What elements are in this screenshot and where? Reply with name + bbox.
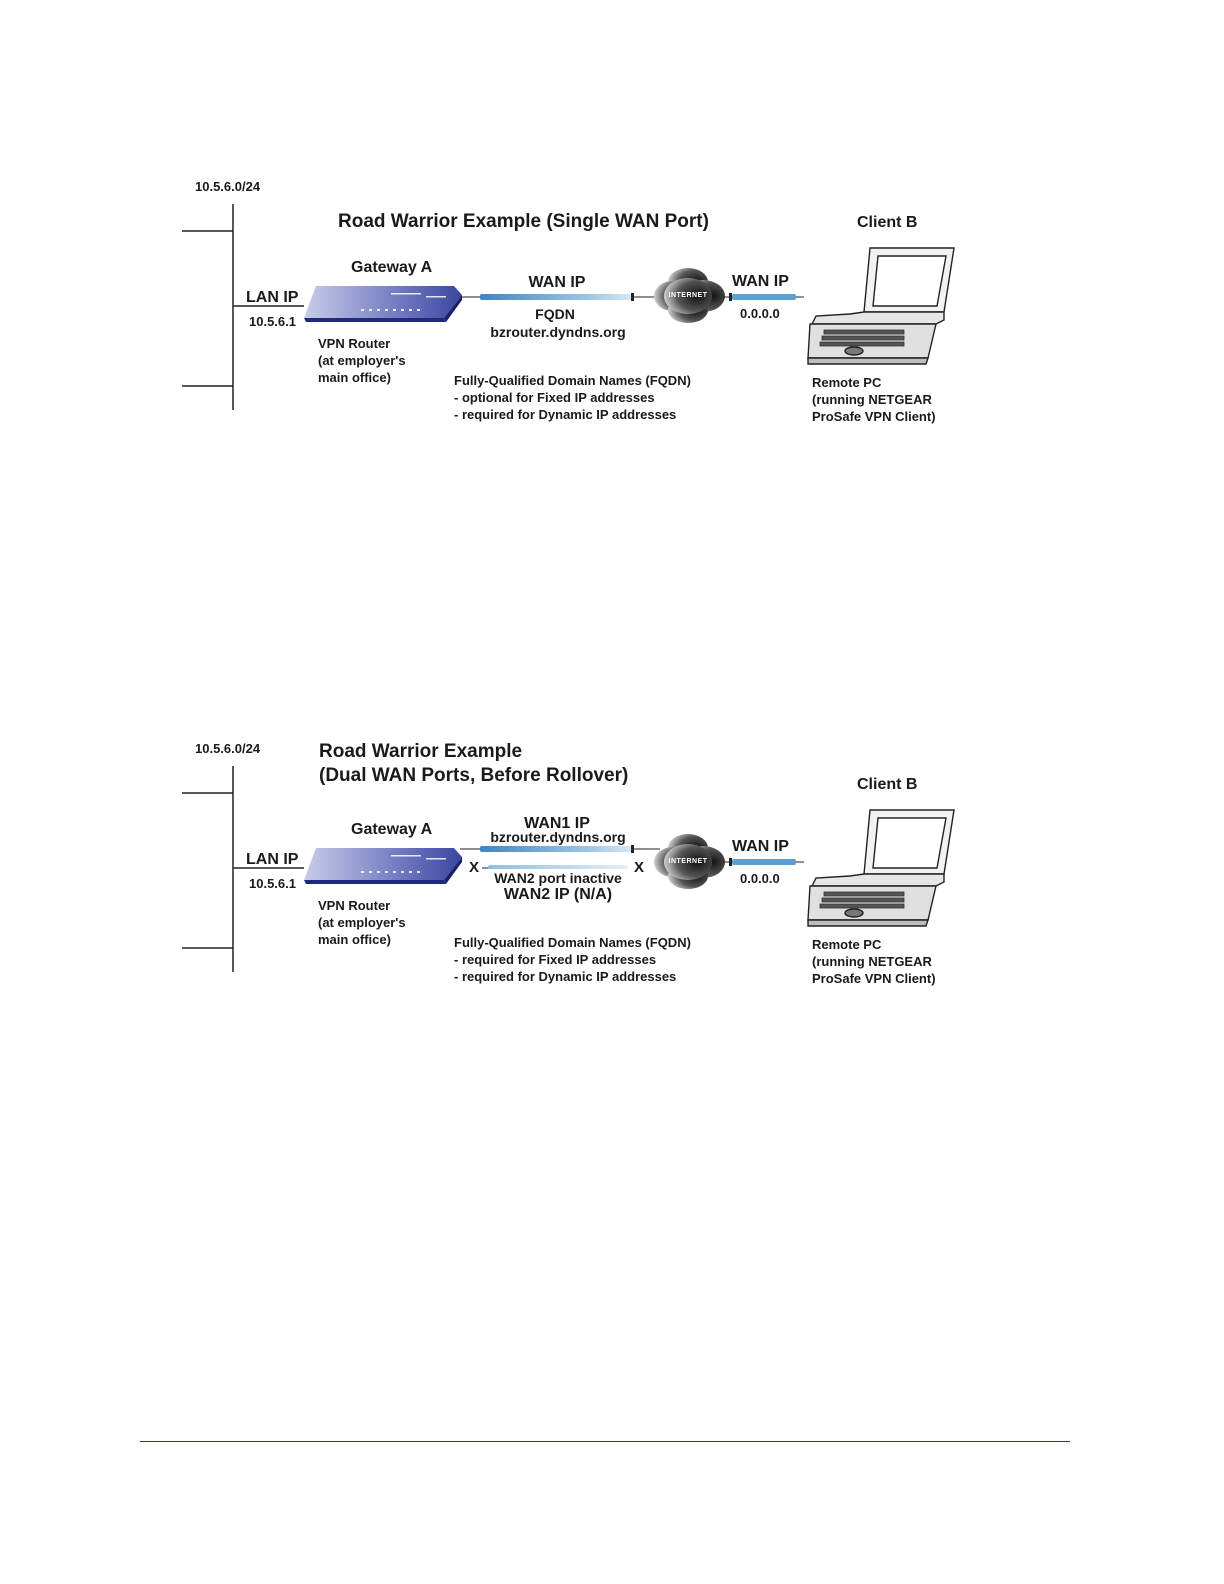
wan-ip-label: WAN IP [528, 274, 586, 291]
vpn-router-icon [304, 848, 462, 884]
wan2-disconnected-mark-left: X [469, 859, 480, 876]
router-description: VPN Router (at employer's main office) [318, 898, 406, 947]
wan2-link-bar [488, 865, 628, 869]
wan1-host: bzrouter.dyndns.org [490, 829, 626, 845]
router-description: VPN Router (at employer's main office) [318, 336, 406, 385]
diagram-title: Road Warrior Example (Dual WAN Ports, Before Rollover) [319, 741, 629, 786]
lan-ip-value: 10.5.6.1 [249, 876, 296, 891]
wan2-disconnected-mark-right: X [634, 859, 645, 876]
diagram-dual-wan [176, 734, 988, 992]
laptop-icon [808, 810, 954, 926]
client-description: Remote PC (running NETGEAR ProSafe VPN Client) [812, 937, 936, 986]
lan-ip-label: LAN IP [246, 851, 299, 868]
client-wan-ip-value: 0.0.0.0 [740, 306, 780, 321]
wan2-ip-label: WAN2 IP (N/A) [503, 886, 613, 903]
subnet-label: 10.5.6.0/24 [195, 179, 261, 194]
client-wan-ip-value: 0.0.0.0 [740, 871, 780, 886]
fqdn-notes: Fully-Qualified Domain Names (FQDN) - optional for Fixed IP addresses - required for Dynamic IP addresses [454, 373, 691, 422]
client-wan-ip-label: WAN IP [732, 838, 789, 855]
wan-link-bar [480, 294, 634, 300]
client-link-bar [732, 859, 796, 865]
internet-label: INTERNET [668, 292, 708, 299]
lan-ip-value: 10.5.6.1 [249, 314, 296, 329]
footer-rule [140, 1441, 1070, 1442]
wan1-link-bar [480, 846, 634, 852]
wan1-ip-label: WAN1 IP [524, 815, 590, 832]
wan2-status: WAN2 port inactive [494, 870, 622, 886]
laptop-icon [808, 248, 954, 364]
lan-ip-label: LAN IP [246, 289, 299, 306]
client-label: Client B [857, 776, 918, 793]
diagram-single-wan [176, 172, 988, 430]
client-label: Client B [857, 214, 918, 231]
diagram-title: Road Warrior Example (Single WAN Port) [338, 211, 709, 232]
gateway-label: Gateway A [351, 821, 433, 838]
fqdn-label: FQDN [535, 306, 575, 322]
client-wan-ip-label: WAN IP [732, 273, 789, 290]
vpn-router-icon [304, 286, 462, 322]
fqdn-notes: Fully-Qualified Domain Names (FQDN) - required for Fixed IP addresses - required for Dynamic IP addresses [454, 935, 691, 984]
client-description: Remote PC (running NETGEAR ProSafe VPN Client) [812, 375, 936, 424]
client-link-bar [732, 294, 796, 300]
gateway-label: Gateway A [351, 259, 433, 276]
fqdn-host: bzrouter.dyndns.org [490, 324, 626, 340]
subnet-label: 10.5.6.0/24 [195, 741, 261, 756]
internet-label: INTERNET [668, 858, 708, 865]
